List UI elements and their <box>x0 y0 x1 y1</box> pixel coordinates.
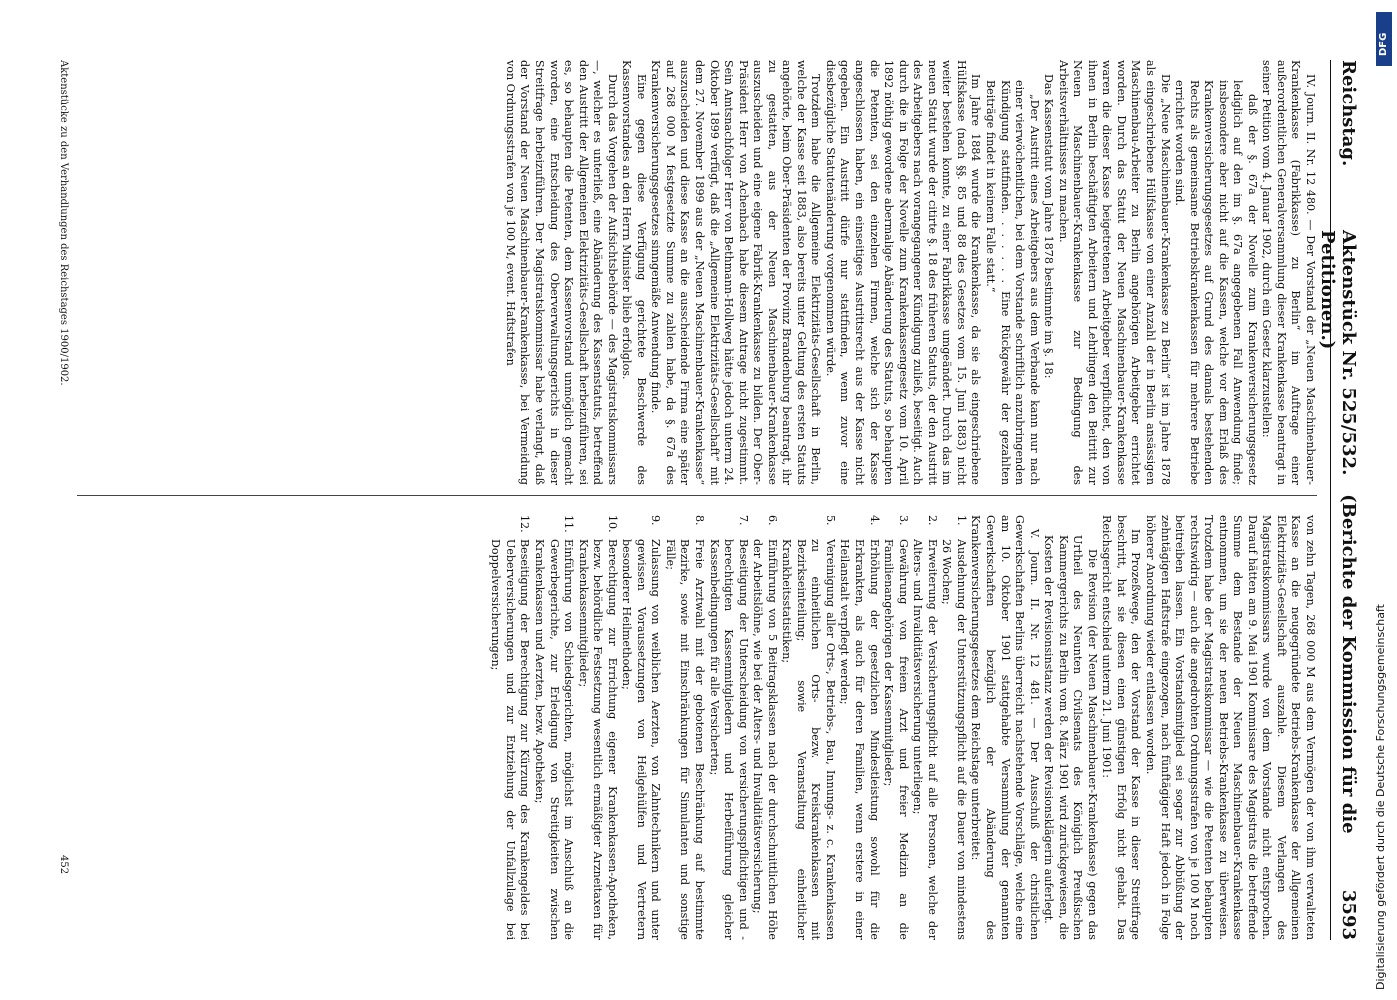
paragraph: Trotzdem habe die Allgemeine Elektrizitäts-Gesellschaft in Berlin, welche der Kasse seit 1883, also bereits unter Geltung des ersten Statuts angehörte, beim Ober-Präsidenten der Provinz Brandenburg beantragt, ihr zu gestatten, aus der Neuen Maschinenbauer-Krankenkasse auszuscheiden und eine eigene Fabrik-Krankenkasse zu bilden. Der Ober-Präsident Herr von Achenbach habe diesem Antrage nicht zugestimmt. Sein Amtsnachfolger Herr von Bethmann-Hollweg hätte jedoch unterm 24. Oktober 1899 verfügt, daß die „Allgemeine Elektrizitäts-Gesellschaft“ mit dem 27. November 1899 aus der „Neuen Maschinenbauer-Krankenkasse“ auszuscheiden und diese Kasse an die ausscheidende Firma eine später auf 268 000 M festgesetzte Summe zu zahlen habe, da §. 67a des Krankenversicherungsgesetzes sinngemäße Anwendung finde. <box>649 60 823 485</box>
list-number: 2. <box>925 515 939 526</box>
list-text: Einführung von Schiedsgerichten, möglichst im Anschluß an die Gewerbegerichte, zur Erledigung von Streitigkeiten zwischen Krankenkassen und Aerzten, bezw. Apotheken; <box>533 539 576 940</box>
proposal-list <box>488 515 968 940</box>
footer-source: Aktenstücke zu den Verhandlungen des Reichstages 1900/1902. <box>58 60 69 386</box>
header-rule <box>1330 60 1331 940</box>
list-item <box>910 515 939 940</box>
paragraph: Das Kassenstatut vom Jahre 1878 bestimmte im §. 18: <box>1042 74 1056 379</box>
header-subtitle: (Berichte der Kommission für die Petitionen.) <box>1317 230 1359 834</box>
footer-sheet-number: 452 <box>58 855 69 875</box>
dfg-logo-text: DFG <box>1378 32 1389 56</box>
column-divider <box>77 495 1317 496</box>
right-column <box>488 515 1317 940</box>
list-item <box>575 515 619 940</box>
paragraph: IV. Journ. II. Nr. 12 480. — Der Vorstand der „Neuen Maschinenbauer-Krankenkasse (Fabrikkasse) zu Berlin“ im Auftrage einer außerordentlichen Generalversammlung dieser Krankenkasse beantragt in seiner Petition vom 4. Januar 1902, durch ein Gesetz klarzustellen: <box>1260 60 1317 485</box>
list-number: 6. <box>765 515 779 526</box>
list-item <box>837 515 881 940</box>
list-text: Beseitigung der Unterscheidung von versicherungspflichtigen und -berechtigten Kassenmitgliedern und Herbeiführung gleicher Kassenbedingungen für alle Versicherten; <box>707 539 750 940</box>
header-reichstag: Reichstag. <box>1338 60 1359 167</box>
list-text: Zulassung von weiblichen Aerzten, von Zahntechnikern und unter gewissen Voraussetzungen von Heilgehülfen und Vertretern besonderer Heilmethoden; <box>620 539 663 940</box>
list-number: 9. <box>649 515 663 526</box>
list-number: 8. <box>693 515 707 526</box>
list-text: Freie Arztwahl mit der gebotenen Beschränkung auf bestimmte Bezirke, sowie mit Einschränkungen für Simulanten und sonstige Fälle; <box>663 539 707 940</box>
header-aktenstueck: Aktenstück Nr. 525/532. <box>1338 230 1359 476</box>
list-item <box>881 515 910 940</box>
paragraph: Im Prozeßwege, den der Vorstand der Kasse in dieser Streitfrage beschritt, hat sie diesen einen günstigen Erfolg nicht gehabt. Das Reichsgericht entschied unterm 21. Juni 1901: <box>1100 515 1143 940</box>
paragraph: „Der Austritt eines Arbeitgebers aus dem Verbande kann nur nach einer vierwöchentlichen, bei dem Vorstande schriftlich anzubringenden Kündigung stattfinden. . . . . . . Eine Rückgewähr der gezahlten Beiträge findet in keinem Falle statt.“ <box>983 80 1041 485</box>
paragraph: daß der §. 67a der Novelle zum Krankenversicherungsgesetz lediglich auf den im §. 67a angegebenen Fall Anwendung finde; insbesondere aber nicht auf die Kassen, welche vor dem Erlaß des Krankenversicherungsgesetzes auf Grund des damals bestehenden Rechts als gemeinsame Betriebskrankenkassen für mehrere Betriebe errichtet worden sind. <box>1173 80 1259 485</box>
list-number: 11. <box>562 515 576 533</box>
list-item <box>662 515 706 940</box>
list-item <box>779 515 837 940</box>
list-number: 12. <box>518 515 532 533</box>
digitization-sidebar <box>1344 0 1397 1000</box>
paragraph: V. Journ. II. Nr. 12 481. — Der Ausschuß der christlichen Gewerkschaften Berlins überreicht nachstehende Vorschläge, welche eine am 10. Oktober 1901 stattgehabte Versammlung der genannten Gewerkschaften bezüglich der Abänderung des Krankenversicherungsgesetzes dem Reichstage unterbreitet: <box>969 515 1041 940</box>
paragraph: Die Revision (der Neuen Maschinenbauer-Krankenkasse) gegen das Urtheil des Neunten Civilsenats des Königlich Preußischen Kammergerichts zu Berlin vom 8. März 1901 wird zurückgewiesen, die Kosten der Revisionsinstanz werden der Revisionsklägerin auferlegt. <box>1042 535 1099 940</box>
list-number: 5. <box>823 515 837 526</box>
list-number: 1. <box>954 515 968 526</box>
list-item <box>619 515 663 940</box>
list-item <box>488 515 532 940</box>
list-text: Einführung von 5 Beitragsklassen nach der durchschnittlichen Höhe der Arbeitslöhne, wie bei der Alters- und Invaliditätsversicherung; <box>751 539 779 940</box>
list-text: Erhöhung der gesetzlichen Mindestleistung sowohl für die Erkrankten, als auch für deren Familien, wenn erstere in einer Heilanstalt verpflegt werden; <box>838 539 881 940</box>
list-item <box>750 515 779 940</box>
list-number: 7. <box>736 515 750 526</box>
paragraph: Die „Neue Maschinenbauer-Krankenkasse zu Berlin“ ist im Jahre 1878 als eingeschriebene Hülfskasse von einer Anzahl der in Berlin ansässigen Maschinenbau-Arbeiter zu Berlin angehörigen Arbeitgeber errichtet worden. Durch das Statut der Neuen Maschinenbauer-Krankenkasse waren die dieser Kasse beigetretenen Arbeitgeber verpflichtet, den von ihnen in Berlin beschäftigten Arbeitern und Lehrlingen den Beitritt zur Neuen Maschinenbauer-Krankenkasse zur Bedingung des Arbeitsverhältnisses zu machen. <box>1056 60 1172 485</box>
list-number: 3. <box>896 515 910 526</box>
list-item <box>531 515 575 940</box>
paragraph: Im Jahre 1884 wurde die Krankenkasse, da sie als eingeschriebene Hülfskasse (nach §§. 85 und 88 des Gesetzes vom 15. Juni 1883) nicht weiter bestehen konnte, zu einer Fabrikkasse umgeändert. Durch das im neuen Statut wurde der citirte §. 18 des früheren Statuts, der den Austritt des Arbeitgebers nach vorangegangener Kündigung zuließ, beseitigt. Auch durch die in Folge der Novelle zum Krankenkassengesetz vom 10. April 1892 nöthig gewordene abermalige Abänderung des Statuts, so behaupten die Petenten, sei den einzelnen Firmen, welche sich der Kasse angeschlossen haben, ein einseitiges Austrittsrecht aus der Kasse nicht gegeben. Ein Austritt dürfe nur stattfinden, wenn zuvor eine diesbezügliche Statutenänderung vorgenommen würde. <box>823 60 983 485</box>
list-number: 4. <box>867 515 881 526</box>
list-text: Berechtigung zur Errichtung eigener Krankenkassen-Apotheken, bezw. behördliche Festsetzung wesentlich ermäßigter Arzneitaxen für Krankenkassenmitglieder; <box>576 539 619 940</box>
list-item <box>939 515 968 940</box>
paragraph: Eine gegen diese Verfügung gerichtete Beschwerde des Kassenvorstandes an den Herrn Minister blieb erfolglos. <box>620 60 648 485</box>
left-column <box>502 60 1317 485</box>
list-text: Ausdehnung der Unterstützungspflicht auf die Dauer von mindestens 26 Wochen; <box>940 539 968 940</box>
dfg-credit: Digitalisierung gefördert durch die Deutsche Forschungsgemeinschaft <box>1374 604 1387 990</box>
paragraph: Durch das Vorgehen der Aufsichtsbehörde — des Magistratskommissars —, welcher es unterließ, eine Abänderung des Kassenstatuts, betreffend den Austritt der Allgemeinen Elektrizitäts-Gesellschaft herbeizuführen, sei es, so behaupten die Petenten, dem Kassenvorstand unmöglich gemacht worden, eine Entscheidung des Oberverwaltungsgerichts in dieser Streitfrage herbeizuführen. Der Magistratskommissar habe verlangt, daß der Vorstand der Neuen Maschinenbauer-Krankenkasse, bei Vermeidung von Ordnungsstrafen von je 100 M, event. Haftstrafen <box>503 60 619 485</box>
list-number: 10. <box>605 515 619 533</box>
page-number: 3593 <box>1338 889 1359 940</box>
list-text: Vereinigung aller Orts-, Betriebs-, Bau, Innungs- z. c. Krankenkassen zu einheitlichen Orts- bezw. Kreiskrankenkassen mit Bezirkseinteilung; sowie Veranstaltung einheitlicher Krankheitsstatistiken; <box>780 539 837 940</box>
list-item <box>706 515 750 940</box>
list-text: Erweiterung der Versicherungspflicht auf alle Personen, welche der Alters- und Invaliditätsversicherung unterliegen; <box>911 539 939 940</box>
paragraph: von zehn Tagen, 268 000 M aus dem Vermögen der von ihm verwalteten Kasse an die neugegründete Betriebs-Krankenkasse der Allgemeinen Elektrizitäts-Gesellschaft auszahle. Diesem Verlangen des Magistratskommissars wurde von dem Vorstande nicht entsprochen. Darauf hätten am 9. Mai 1901 Kommissare des Magistrats die betreffende Summe dem Bestande der Neuen Maschinenbauer-Krankenkasse entnommen, um sie der neuen Betriebs-Krankenkasse zu überweisen. Trotzdem habe der Magistratskommissar — wie die Petenten behaupten rechtswidrig — auch die angedrohten Ordnungsstrafen von je 100 M noch beitreiben lassen. Ein Vorstandsmitglied sei sogar zur Abbüßung der zehntägigen Haftstrafe eingezogen, nach fünftägiger Haft jedoch in Folge höherer Anordnung wieder entlassen worden. <box>1143 515 1317 940</box>
list-text: Beseitigung der Berechtigung zur Kürzung des Krankengeldes bei Ueberversicherungen und zur Entziehung der Unfallzulage bei Doppelversicherungen; <box>489 539 532 940</box>
list-text: Gewährung von freiem Arzt und freier Medizin an die Familienangehörigen der Kassenmitglieder; <box>882 539 910 940</box>
dfg-logo <box>1376 12 1392 66</box>
